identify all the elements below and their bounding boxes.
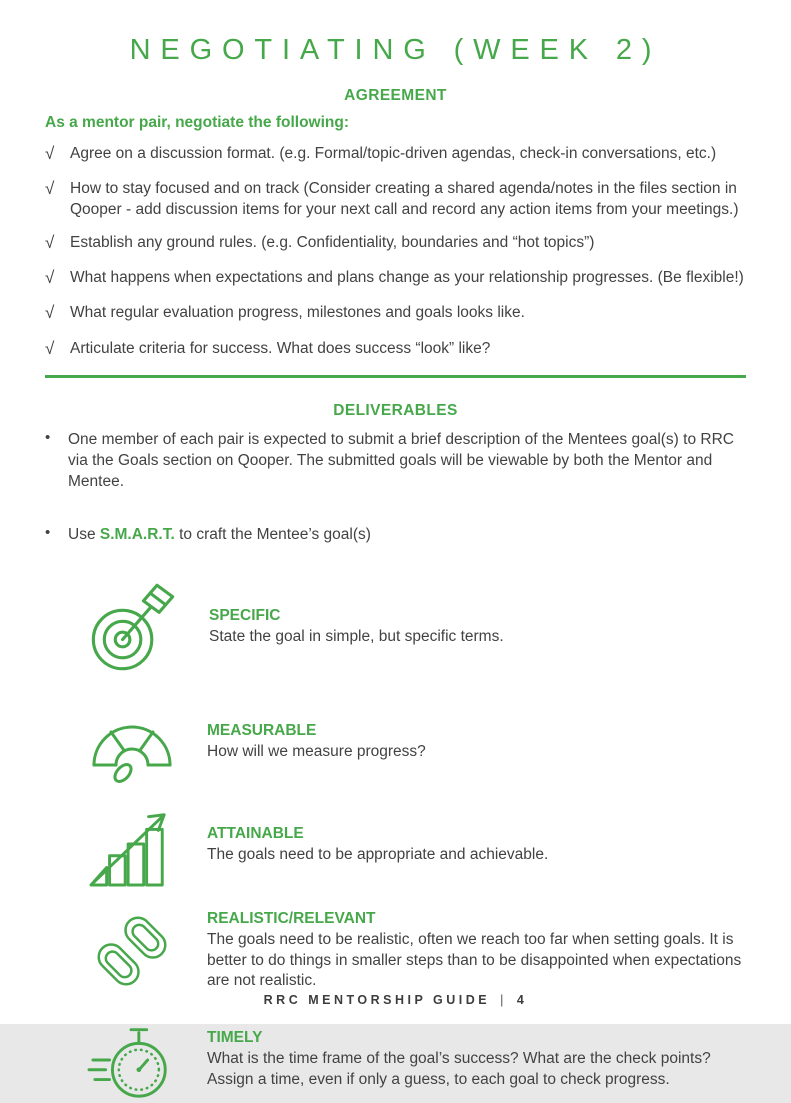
- deliverables-section: [45, 402, 746, 545]
- gauge-icon: [85, 701, 179, 783]
- list-item-text: What regular evaluation progress, milestones and goals looks like.: [70, 304, 525, 322]
- footer-separator: |: [500, 993, 507, 1007]
- list-item-text: How to stay focused and on track (Consider creating a shared agenda/notes in the files section in Qooper - add discussion items for your next call and record any action items from your meetings.): [70, 180, 739, 219]
- smart-item-description: How will we measure progress?: [207, 742, 426, 760]
- checkmark-icon: √: [45, 268, 55, 288]
- smart-item-description: What is the time frame of the goal’s success? What are the check points? Assign a time, even if only a guess, to each goal to check progress.: [207, 1050, 711, 1089]
- agreement-lead: As a mentor pair, negotiate the following:: [45, 114, 349, 131]
- smart-item-text: [209, 607, 504, 648]
- page-number: 4: [516, 993, 528, 1007]
- list-item-text: What happens when expectations and plans change as your relationship progresses. (Be flexible!): [70, 269, 744, 287]
- list-item-text: Articulate criteria for success. What does success “look” like?: [70, 339, 491, 357]
- list-item-text: One member of each pair is expected to submit a brief description of the Mentees goal(s) to RRC via the Goals section on Qooper. The submitted goals will be viewable by both the Mentor and Mentee.: [68, 430, 734, 490]
- list-item: [45, 524, 746, 545]
- smart-item-text: [207, 910, 746, 993]
- list-item-text: Agree on a discussion format. (e.g. Formal/topic-driven agendas, check-in conversations, etc.): [70, 145, 717, 162]
- agreement-checklist: [45, 143, 746, 361]
- smart-item-title: REALISTIC/RELEVANT: [207, 909, 376, 927]
- smart-item-title: TIMELY: [207, 1029, 263, 1047]
- page-footer: [0, 993, 791, 1007]
- list-item: [45, 429, 746, 492]
- list-item: [45, 232, 746, 255]
- checkmark-icon: √: [45, 303, 55, 323]
- list-item: [45, 267, 746, 290]
- smart-item-description: The goals need to be realistic, often we reach too far when setting goals. It is better to do things in smaller steps than to be disappointed when expectations are not realistic.: [207, 930, 742, 990]
- agreement-heading: AGREEMENT: [344, 87, 447, 104]
- deliverables-heading: DELIVERABLES: [333, 401, 458, 419]
- target-dart-icon: [85, 575, 181, 679]
- smart-item-title: ATTAINABLE: [207, 824, 304, 842]
- list-item: [45, 178, 746, 220]
- smart-item-title: SPECIFIC: [209, 606, 281, 624]
- bullet-icon: •: [45, 428, 51, 446]
- footer-text: RRC MENTORSHIP GUIDE: [263, 993, 491, 1007]
- stopwatch-icon: [85, 1017, 179, 1103]
- smart-item-description: The goals need to be appropriate and achievable.: [207, 845, 549, 863]
- list-item: [45, 338, 746, 361]
- list-item-text: Use S.M.A.R.T. to craft the Mentee’s goal(s): [68, 525, 371, 543]
- section-divider: [45, 375, 746, 378]
- smart-item-description: State the goal in simple, but specific terms.: [209, 627, 504, 645]
- smart-goals-list: [45, 575, 746, 1103]
- smart-item-title: MEASURABLE: [207, 721, 317, 739]
- list-item: [45, 143, 746, 166]
- chain-links-icon: [85, 907, 179, 995]
- smart-acronym: S.M.A.R.T.: [99, 525, 175, 543]
- smart-item-realistic: [85, 907, 746, 995]
- checkmark-icon: √: [45, 179, 55, 199]
- smart-item-text: [207, 722, 426, 763]
- smart-item-measurable: [85, 701, 746, 783]
- page-title: NEGOTIATING (WEEK 2): [129, 34, 662, 66]
- smart-item-specific: [85, 575, 746, 679]
- bar-chart-growth-icon: [85, 805, 179, 885]
- bullet-icon: •: [45, 523, 51, 541]
- smart-item-attainable: [85, 805, 746, 885]
- list-item: [45, 302, 746, 325]
- agreement-section: [45, 87, 746, 361]
- deliverables-list: [45, 429, 746, 545]
- checkmark-icon: √: [45, 338, 55, 358]
- smart-item-text: [207, 1029, 746, 1091]
- list-item-text: Establish any ground rules. (e.g. Confidentiality, boundaries and “hot topics”): [70, 234, 595, 252]
- smart-item-timely: [85, 1017, 746, 1103]
- checkmark-icon: √: [45, 233, 55, 253]
- smart-item-text: [207, 825, 548, 866]
- checkmark-icon: √: [45, 144, 55, 163]
